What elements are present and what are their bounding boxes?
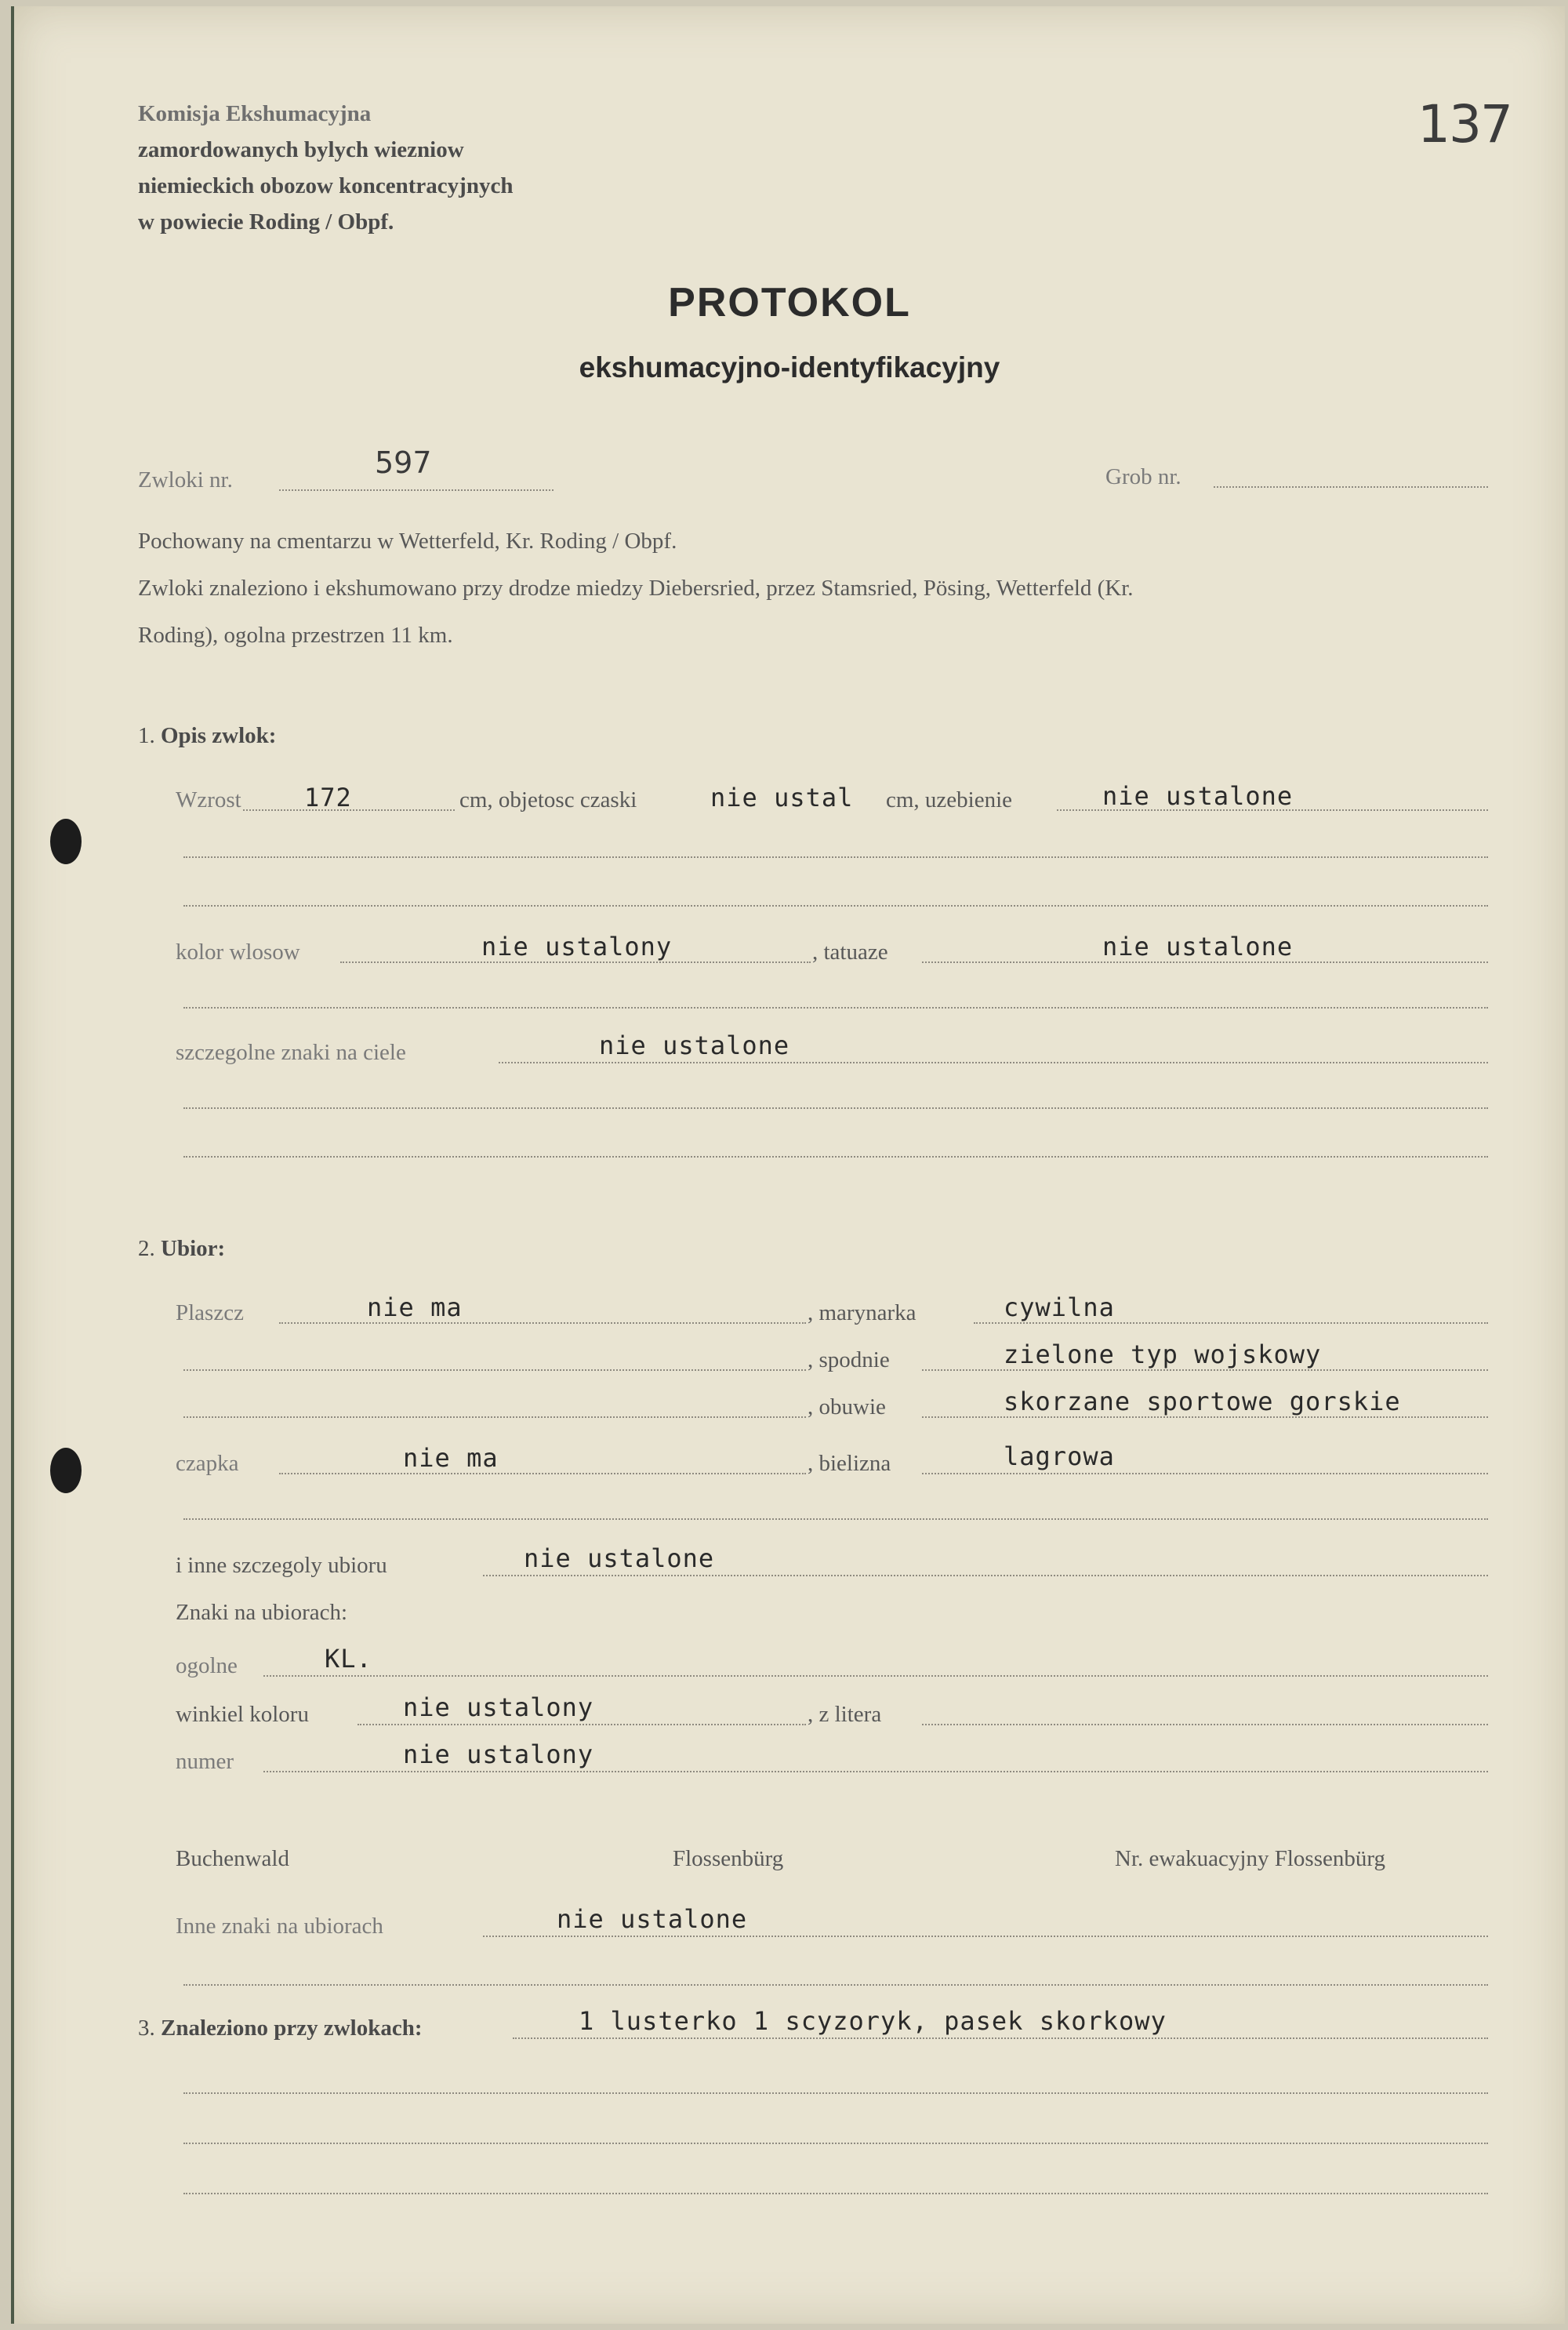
kolor-wlosow-label: kolor wlosow: [176, 940, 300, 965]
section-2-title: Ubior:: [161, 1236, 226, 1261]
section-1-heading: [138, 723, 276, 749]
section-3-value: 1 lusterko 1 scyzoryk, pasek skorkowy: [579, 2006, 1167, 2036]
znaki-szczegolne-label: szczegolne znaki na ciele: [176, 1040, 406, 1065]
blank-line: [183, 1984, 1488, 1986]
zwloki-label: Zwloki nr.: [138, 467, 233, 493]
grob-label: Grob nr.: [1105, 464, 1181, 489]
section-1-title: Opis zwlok:: [161, 723, 277, 748]
ogolne-label: ogolne: [176, 1653, 238, 1678]
camp-buchenwald: Buchenwald: [176, 1846, 289, 1871]
document-title: PROTOKOL: [668, 280, 911, 325]
inne-szczegoly-dotted-line: [483, 1575, 1488, 1576]
obuwie-dotted-line: [922, 1416, 1488, 1418]
kolor-wlosow-value: nie ustalony: [481, 932, 673, 961]
punch-hole-top: [50, 819, 82, 864]
zwloki-value: 597: [375, 445, 432, 480]
numer-dotted-line: [263, 1771, 1488, 1772]
nr-ewakuacyjny: Nr. ewakuacyjny Flossenbürg: [1115, 1846, 1385, 1871]
czapka-label: czapka: [176, 1451, 239, 1476]
section-1-number: 1.: [138, 723, 155, 748]
marynarka-value: cywilna: [1004, 1292, 1115, 1322]
z-litera-label: , z litera: [808, 1702, 882, 1727]
punch-hole-bottom: [50, 1448, 82, 1493]
header-line-1: Komisja Ekshumacyjna: [138, 101, 372, 126]
czapka-dotted-line: [279, 1473, 806, 1474]
bielizna-label: , bielizna: [808, 1451, 891, 1476]
czapka-value: nie ma: [403, 1443, 499, 1473]
section-2-heading: [138, 1236, 225, 1262]
spodnie-label: , spodnie: [808, 1347, 890, 1372]
plaszcz-dotted-line: [279, 1322, 806, 1324]
blank-line: [183, 1107, 1488, 1109]
blank-line: [183, 2193, 1488, 2194]
blank-line: [183, 856, 1488, 858]
numer-label: numer: [176, 1749, 234, 1774]
marynarka-label: , marynarka: [808, 1300, 916, 1325]
blank-line: [183, 2143, 1488, 2144]
blank-line: [183, 2092, 1488, 2094]
intro-line-1: Pochowany na cmentarzu w Wetterfeld, Kr. Roding / Obpf.: [138, 529, 677, 554]
inne-znaki-dotted-line: [483, 1936, 1488, 1937]
camp-flossenburg: Flossenbürg: [673, 1846, 784, 1871]
kolor-wlosow-dotted-line: [340, 961, 811, 963]
uzebienie-label: cm, uzebienie: [886, 787, 1013, 812]
document-page: [11, 6, 1565, 2324]
tatuaze-dotted-line: [922, 961, 1488, 963]
inne-szczegoly-value: nie ustalone: [524, 1543, 715, 1573]
inne-znaki-value: nie ustalone: [557, 1904, 748, 1934]
header-line-3: niemieckich obozow koncentracyjnych: [138, 173, 514, 198]
section-3-title: Znaleziono przy zwlokach:: [161, 2016, 423, 2041]
page-number: 137: [1417, 94, 1512, 154]
blank-line: [183, 1416, 806, 1418]
winkiel-value: nie ustalony: [403, 1692, 594, 1722]
wzrost-label: Wzrost: [176, 787, 241, 812]
winkiel-dotted-line: [358, 1724, 806, 1725]
blank-line: [183, 1369, 806, 1371]
znaki-szczegolne-value: nie ustalone: [599, 1031, 790, 1060]
spodnie-value: zielone typ wojskowy: [1004, 1339, 1322, 1369]
tatuaze-value: nie ustalone: [1102, 932, 1294, 961]
marynarka-dotted-line: [974, 1322, 1488, 1324]
plaszcz-label: Plaszcz: [176, 1300, 244, 1325]
section-3-number: 3.: [138, 2016, 155, 2041]
z-litera-dotted-line: [922, 1724, 1488, 1725]
inne-znaki-label: Inne znaki na ubiorach: [176, 1914, 383, 1939]
bielizna-value: lagrowa: [1004, 1441, 1115, 1471]
blank-line: [183, 905, 1488, 907]
wzrost-value: 172: [304, 783, 352, 812]
header-line-4: w powiecie Roding / Obpf.: [138, 209, 394, 234]
numer-value: nie ustalony: [403, 1739, 594, 1769]
znaki-szczegolne-dotted-line: [499, 1062, 1488, 1063]
section-3-heading: [138, 2016, 423, 2041]
blank-line: [183, 1156, 1488, 1158]
obuwie-label: , obuwie: [808, 1394, 886, 1419]
zwloki-dotted-line: [279, 489, 554, 491]
winkiel-label: winkiel koloru: [176, 1702, 309, 1727]
czaszka-value: nie ustal: [710, 783, 854, 812]
ogolne-value: KL.: [325, 1644, 372, 1674]
objetosc-label: cm, objetosc czaski: [459, 787, 637, 812]
grob-dotted-line: [1214, 486, 1488, 488]
section-2-number: 2.: [138, 1236, 155, 1261]
tatuaze-label: , tatuaze: [812, 940, 888, 965]
ogolne-dotted-line: [263, 1675, 1488, 1677]
plaszcz-value: nie ma: [367, 1292, 463, 1322]
znaki-na-ubiorach-label: Znaki na ubiorach:: [176, 1600, 348, 1625]
section-3-dotted-line: [513, 2037, 1488, 2039]
intro-line-2: Zwloki znaleziono i ekshumowano przy drodze miedzy Diebersried, przez Stamsried, Pösing, Wetterfeld (Kr.: [138, 576, 1134, 601]
bielizna-dotted-line: [922, 1473, 1488, 1474]
intro-line-3: Roding), ogolna przestrzen 11 km.: [138, 623, 453, 648]
obuwie-value: skorzane sportowe gorskie: [1004, 1387, 1401, 1416]
blank-line: [183, 1007, 1488, 1009]
spodnie-dotted-line: [922, 1369, 1488, 1371]
inne-szczegoly-label: i inne szczegoly ubioru: [176, 1553, 387, 1578]
header-line-2: zamordowanych bylych wiezniow: [138, 137, 464, 162]
document-subtitle: ekshumacyjno-identyfikacyjny: [579, 351, 1000, 383]
uzebienie-value: nie ustalone: [1102, 781, 1294, 811]
blank-line: [183, 1518, 1488, 1520]
